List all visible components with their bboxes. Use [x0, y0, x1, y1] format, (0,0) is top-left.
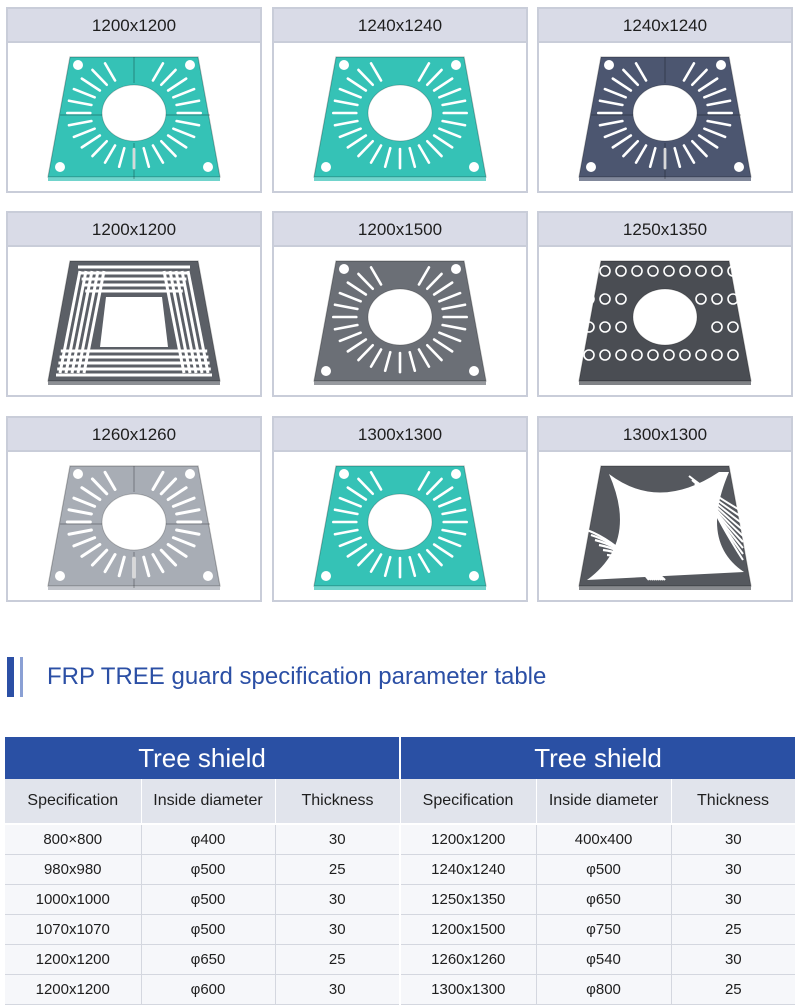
product-size-label: 1240x1240: [274, 9, 526, 43]
col-header: Inside diameter: [536, 779, 671, 824]
table-cell: 1250x1350: [400, 884, 536, 914]
table-cell: 1000x1000: [5, 884, 141, 914]
product-size-label: 1240x1240: [539, 9, 791, 43]
table-cell: φ750: [536, 914, 671, 944]
tree-guard-image: [274, 452, 526, 600]
tree-guard-drawing: [274, 247, 526, 395]
tree-guard-image: [274, 43, 526, 191]
table-cell: 1240x1240: [400, 854, 536, 884]
product-size-label: 1260x1260: [8, 418, 260, 452]
tree-guard-image: [8, 452, 260, 600]
col-header: Thickness: [671, 779, 795, 824]
tree-guard-drawing: [539, 452, 791, 600]
table-cell: 1200x1200: [5, 944, 141, 974]
table-cell: 30: [671, 884, 795, 914]
tree-guard-image: [8, 43, 260, 191]
tree-guard-drawing: [8, 43, 260, 191]
table-cell: 30: [671, 944, 795, 974]
product-size-label: 1200x1500: [274, 213, 526, 247]
table-cell: 30: [671, 824, 795, 854]
tree-guard-image: [539, 452, 791, 600]
product-card: [272, 7, 528, 193]
table-cell: 1260x1260: [400, 944, 536, 974]
table-cell: 400x400: [536, 824, 671, 854]
product-card: [272, 416, 528, 602]
table-cell: φ650: [141, 944, 275, 974]
table-cell: 1200x1200: [400, 824, 536, 854]
tree-guard-image: [539, 247, 791, 395]
table-cell: 25: [671, 914, 795, 944]
table-cell: 980x980: [5, 854, 141, 884]
table-title: FRP TREE guard specification parameter table: [47, 663, 547, 690]
table-cell: φ500: [536, 854, 671, 884]
table-cell: φ650: [536, 884, 671, 914]
tree-guard-image: [539, 43, 791, 191]
table-cell: 25: [275, 944, 400, 974]
table-cell: 1200x1500: [400, 914, 536, 944]
product-size-label: 1300x1300: [539, 418, 791, 452]
product-card: [6, 7, 262, 193]
table-row: [5, 944, 795, 974]
tree-guard-drawing: [8, 247, 260, 395]
table-row: [5, 914, 795, 944]
table-cell: 1200x1200: [5, 974, 141, 1004]
table-cell: φ540: [536, 944, 671, 974]
product-card: [272, 211, 528, 397]
table-cell: 30: [275, 824, 400, 854]
product-card: [6, 211, 262, 397]
table-cell: 30: [275, 914, 400, 944]
product-size-label: 1200x1200: [8, 9, 260, 43]
group-header-left: Tree shield: [5, 737, 400, 779]
col-header: Specification: [400, 779, 536, 824]
heading-accent-bar: [7, 657, 14, 697]
tree-guard-drawing: [8, 452, 260, 600]
table-cell: φ500: [141, 884, 275, 914]
table-cell: 30: [671, 854, 795, 884]
tree-guard-drawing: [539, 247, 791, 395]
table-heading: [7, 655, 707, 699]
table-row: [5, 974, 795, 1004]
table-cell: 25: [275, 854, 400, 884]
table-cell: 1300x1300: [400, 974, 536, 1004]
table-cell: 30: [275, 974, 400, 1004]
spec-table: [5, 737, 796, 1005]
heading-accent-bar-thin: [20, 657, 23, 697]
table-cell: φ800: [536, 974, 671, 1004]
product-size-label: 1250x1350: [539, 213, 791, 247]
product-card: [6, 416, 262, 602]
table-row: [5, 854, 795, 884]
tree-guard-drawing: [539, 43, 791, 191]
table-cell: φ400: [141, 824, 275, 854]
table-cell: 1070x1070: [5, 914, 141, 944]
product-size-label: 1300x1300: [274, 418, 526, 452]
product-card: [537, 211, 793, 397]
table-cell: φ500: [141, 854, 275, 884]
table-cell: φ600: [141, 974, 275, 1004]
tree-guard-image: [8, 247, 260, 395]
col-header: Thickness: [275, 779, 400, 824]
product-size-label: 1200x1200: [8, 213, 260, 247]
tree-guard-drawing: [274, 43, 526, 191]
group-header-right: Tree shield: [400, 737, 795, 779]
tree-guard-drawing: [274, 452, 526, 600]
table-row: [5, 824, 795, 854]
table-cell: 800×800: [5, 824, 141, 854]
table-row: [5, 884, 795, 914]
product-card: [537, 7, 793, 193]
table-cell: 30: [275, 884, 400, 914]
col-header: Specification: [5, 779, 141, 824]
product-card: [537, 416, 793, 602]
col-header: Inside diameter: [141, 779, 275, 824]
table-cell: φ500: [141, 914, 275, 944]
table-cell: 25: [671, 974, 795, 1004]
tree-guard-image: [274, 247, 526, 395]
